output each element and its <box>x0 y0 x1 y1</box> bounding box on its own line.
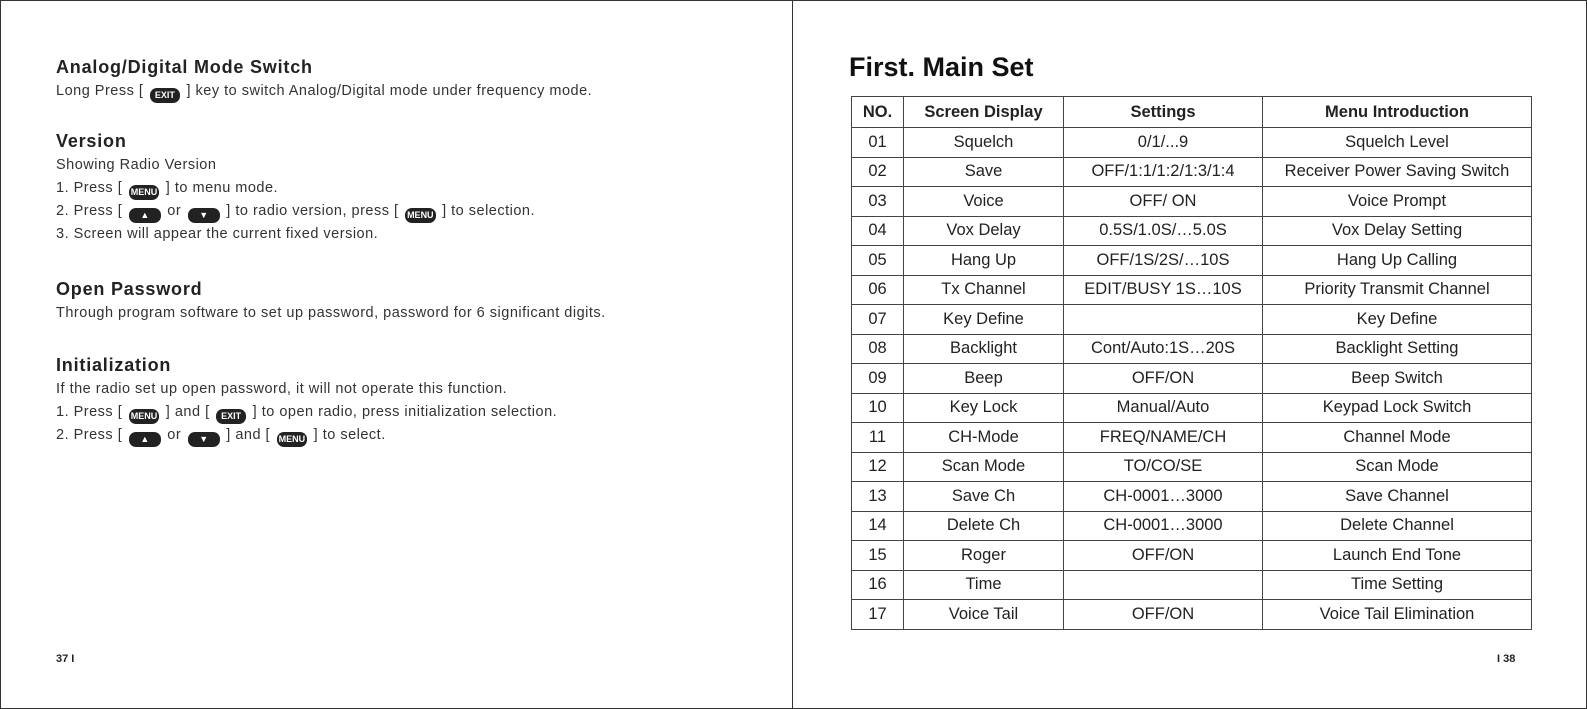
table-row <box>852 393 1532 423</box>
cell-screen-display: Scan Mode <box>904 452 1064 482</box>
body-line <box>56 305 606 321</box>
cell-no: 05 <box>852 246 904 276</box>
body-text: Through program software to set up password, password for 6 significant digits. <box>56 305 606 321</box>
body-text: 1. Press [ <box>56 180 127 196</box>
cell-settings: OFF/1S/2S/…10S <box>1064 246 1263 276</box>
table-row <box>852 334 1532 364</box>
cell-settings: OFF/ON <box>1064 364 1263 394</box>
cell-screen-display: Hang Up <box>904 246 1064 276</box>
cell-settings: 0.5S/1.0S/…5.0S <box>1064 216 1263 246</box>
cell-no: 02 <box>852 157 904 187</box>
table-row <box>852 187 1532 217</box>
menu-table <box>851 96 1532 630</box>
body-text: or <box>162 203 186 219</box>
cell-screen-display: Save <box>904 157 1064 187</box>
section-heading-initialization: Initialization <box>56 355 172 375</box>
cell-menu-introduction: Voice Tail Elimination <box>1263 600 1532 630</box>
cell-no: 15 <box>852 541 904 571</box>
cell-no: 13 <box>852 482 904 512</box>
cell-settings: OFF/ON <box>1064 600 1263 630</box>
body-text: Long Press [ <box>56 83 148 99</box>
table-row <box>852 275 1532 305</box>
cell-settings: Manual/Auto <box>1064 393 1263 423</box>
cell-menu-introduction: Launch End Tone <box>1263 541 1532 571</box>
down-key-icon: ▼ <box>188 208 220 223</box>
page-divider <box>792 0 793 709</box>
column-header-screen-display: Screen Display <box>904 97 1064 128</box>
cell-no: 17 <box>852 600 904 630</box>
cell-screen-display: Tx Channel <box>904 275 1064 305</box>
cell-no: 07 <box>852 305 904 335</box>
cell-settings: Cont/Auto:1S…20S <box>1064 334 1263 364</box>
cell-menu-introduction: Keypad Lock Switch <box>1263 393 1532 423</box>
exit-key-icon: EXIT <box>150 88 180 103</box>
cell-settings: EDIT/BUSY 1S…10S <box>1064 275 1263 305</box>
cell-settings: OFF/ ON <box>1064 187 1263 217</box>
cell-screen-display: Voice <box>904 187 1064 217</box>
cell-screen-display: CH-Mode <box>904 423 1064 453</box>
table-row <box>852 511 1532 541</box>
cell-no: 04 <box>852 216 904 246</box>
body-text: ] to select. <box>309 427 386 443</box>
cell-settings: OFF/1:1/1:2/1:3/1:4 <box>1064 157 1263 187</box>
cell-settings: OFF/ON <box>1064 541 1263 571</box>
cell-no: 12 <box>852 452 904 482</box>
body-line <box>56 157 216 173</box>
cell-settings <box>1064 570 1263 600</box>
cell-settings: TO/CO/SE <box>1064 452 1263 482</box>
menu-key-icon: MENU <box>277 432 308 447</box>
cell-settings: CH-0001…3000 <box>1064 482 1263 512</box>
body-line <box>56 381 507 397</box>
cell-screen-display: Backlight <box>904 334 1064 364</box>
body-line <box>56 203 535 223</box>
body-text: Showing Radio Version <box>56 157 217 173</box>
table-row <box>852 157 1532 187</box>
cell-no: 16 <box>852 570 904 600</box>
cell-menu-introduction: Time Setting <box>1263 570 1532 600</box>
cell-menu-introduction: Vox Delay Setting <box>1263 216 1532 246</box>
cell-menu-introduction: Beep Switch <box>1263 364 1532 394</box>
cell-no: 08 <box>852 334 904 364</box>
section-heading-version: Version <box>56 131 127 151</box>
body-text: 2. Press [ <box>56 427 127 443</box>
cell-screen-display: Key Define <box>904 305 1064 335</box>
body-text: ] and [ <box>161 404 215 420</box>
cell-menu-introduction: Delete Channel <box>1263 511 1532 541</box>
cell-no: 06 <box>852 275 904 305</box>
table-row <box>852 423 1532 453</box>
cell-screen-display: Beep <box>904 364 1064 394</box>
cell-settings: FREQ/NAME/CH <box>1064 423 1263 453</box>
cell-menu-introduction: Squelch Level <box>1263 128 1532 158</box>
exit-key-icon: EXIT <box>216 409 246 424</box>
section-heading-mode-switch: Analog/Digital Mode Switch <box>56 57 313 77</box>
table-row <box>852 128 1532 158</box>
table-row <box>852 305 1532 335</box>
cell-no: 01 <box>852 128 904 158</box>
cell-menu-introduction: Priority Transmit Channel <box>1263 275 1532 305</box>
cell-screen-display: Time <box>904 570 1064 600</box>
cell-settings: 0/1/...9 <box>1064 128 1263 158</box>
body-text: 3. Screen will appear the current fixed version. <box>56 226 379 242</box>
body-line <box>56 404 557 424</box>
section-heading-open-password: Open Password <box>56 279 203 299</box>
body-text: ] to selection. <box>437 203 536 219</box>
table-row <box>852 541 1532 571</box>
body-text: ] and [ <box>221 427 275 443</box>
table-row <box>852 600 1532 630</box>
body-text: 1. Press [ <box>56 404 127 420</box>
table-body <box>852 128 1532 630</box>
column-header-settings: Settings <box>1064 97 1263 128</box>
cell-no: 09 <box>852 364 904 394</box>
table-row <box>852 364 1532 394</box>
body-text: ] key to switch Analog/Digital mode under frequency mode. <box>181 83 593 99</box>
column-header-menu-introduction: Menu Introduction <box>1263 97 1532 128</box>
up-key-icon: ▲ <box>129 208 161 223</box>
cell-menu-introduction: Voice Prompt <box>1263 187 1532 217</box>
cell-menu-introduction: Save Channel <box>1263 482 1532 512</box>
body-text: ] to open radio, press initialization selection. <box>248 404 558 420</box>
cell-menu-introduction: Backlight Setting <box>1263 334 1532 364</box>
cell-settings <box>1064 305 1263 335</box>
page-title: First. Main Set <box>849 52 1034 82</box>
cell-no: 03 <box>852 187 904 217</box>
cell-screen-display: Delete Ch <box>904 511 1064 541</box>
down-key-icon: ▼ <box>188 432 220 447</box>
cell-no: 11 <box>852 423 904 453</box>
body-text: or <box>162 427 186 443</box>
cell-menu-introduction: Channel Mode <box>1263 423 1532 453</box>
body-line <box>56 180 278 200</box>
body-text: If the radio set up open password, it will not operate this function. <box>56 381 508 397</box>
left-page-number: 37 I <box>56 653 75 665</box>
table-row <box>852 216 1532 246</box>
right-page-number: I 38 <box>1497 653 1516 665</box>
body-line <box>56 83 592 103</box>
body-line <box>56 427 386 447</box>
up-key-icon: ▲ <box>129 432 161 447</box>
column-header-no: NO. <box>852 97 904 128</box>
body-text: 2. Press [ <box>56 203 127 219</box>
table-row <box>852 246 1532 276</box>
cell-screen-display: Key Lock <box>904 393 1064 423</box>
menu-key-icon: MENU <box>405 208 436 223</box>
cell-menu-introduction: Receiver Power Saving Switch <box>1263 157 1532 187</box>
body-text: ] to radio version, press [ <box>221 203 404 219</box>
cell-screen-display: Squelch <box>904 128 1064 158</box>
table-row <box>852 452 1532 482</box>
table-header-row <box>852 97 1532 128</box>
body-text: ] to menu mode. <box>161 180 279 196</box>
body-line <box>56 226 378 242</box>
menu-key-icon: MENU <box>129 409 160 424</box>
menu-key-icon: MENU <box>129 185 160 200</box>
cell-screen-display: Vox Delay <box>904 216 1064 246</box>
cell-screen-display: Save Ch <box>904 482 1064 512</box>
cell-menu-introduction: Scan Mode <box>1263 452 1532 482</box>
cell-menu-introduction: Key Define <box>1263 305 1532 335</box>
cell-screen-display: Roger <box>904 541 1064 571</box>
table-row <box>852 570 1532 600</box>
table-row <box>852 482 1532 512</box>
cell-screen-display: Voice Tail <box>904 600 1064 630</box>
cell-settings: CH-0001…3000 <box>1064 511 1263 541</box>
cell-menu-introduction: Hang Up Calling <box>1263 246 1532 276</box>
cell-no: 14 <box>852 511 904 541</box>
cell-no: 10 <box>852 393 904 423</box>
